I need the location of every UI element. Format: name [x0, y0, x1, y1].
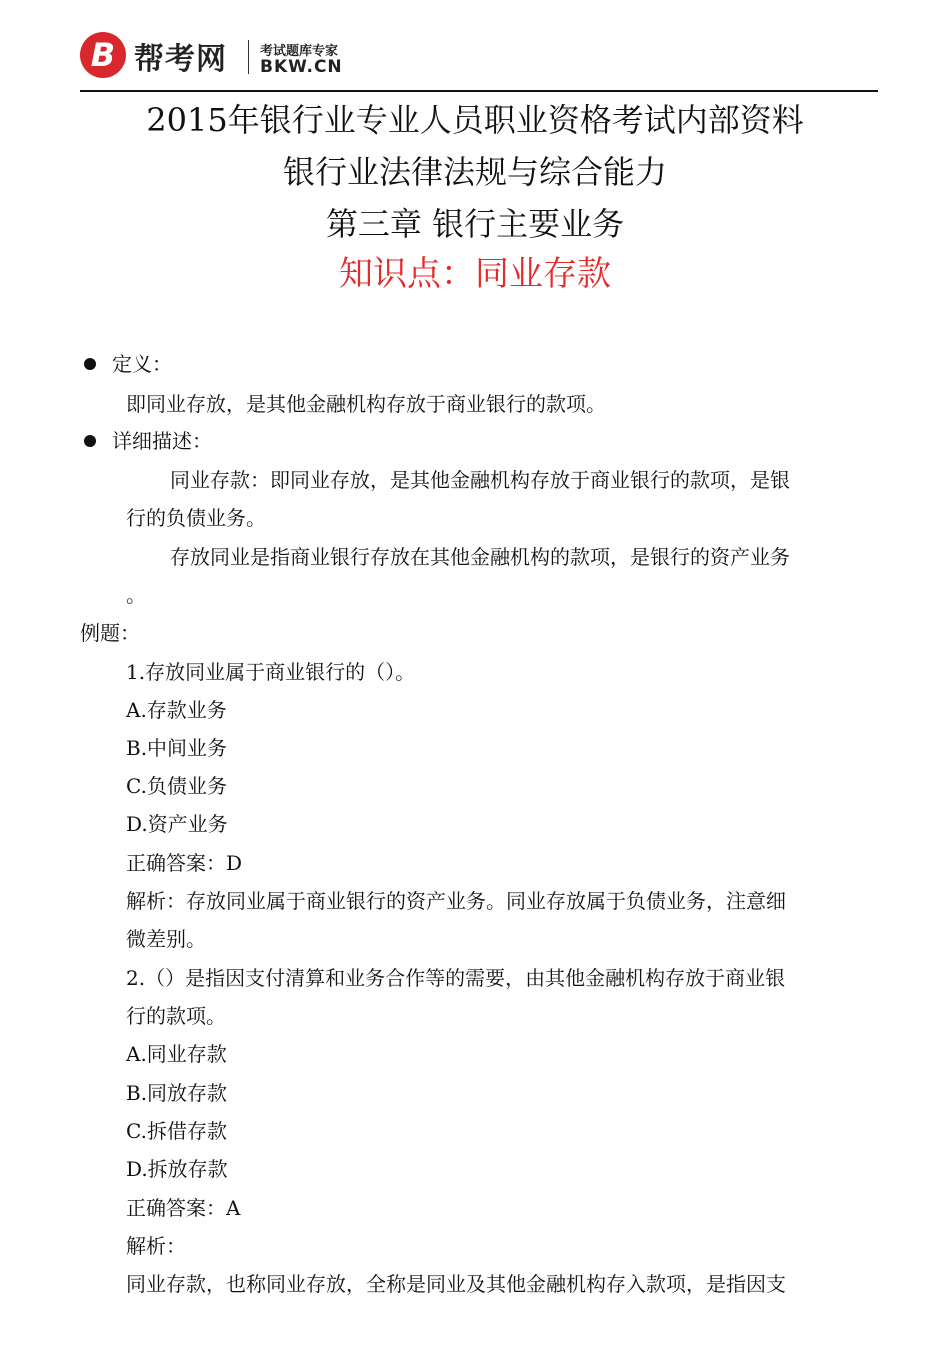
analysis-text: 同业存款，也称同业存放，全称是同业及其他金融机构存入款项，是指因支: [126, 1272, 786, 1296]
option-b: B.同放存款: [126, 1081, 228, 1105]
bullet-icon: [84, 358, 96, 370]
definition-text: 即同业存放，是其他金融机构存放于商业银行的款项。: [126, 392, 606, 416]
definition-label: 定义：: [112, 352, 172, 376]
question-stem: 1.存放同业属于商业银行的（）。: [126, 660, 416, 684]
analysis-text: 解析：存放同业属于商业银行的资产业务。同业存放属于负债业务，注意细: [126, 889, 786, 913]
analysis-text: 微差别。: [126, 927, 206, 951]
chapter-title: 第三章 银行主要业务: [325, 205, 625, 243]
logo-divider: [248, 40, 249, 74]
detail-paragraph: 行的负债业务。: [126, 506, 266, 530]
logo-url: BKW.CN: [260, 57, 343, 77]
option-a: A.存款业务: [126, 698, 227, 722]
option-d: D.资产业务: [126, 812, 228, 836]
logo-letter: B: [90, 36, 116, 74]
option-c: C.拆借存款: [126, 1119, 227, 1143]
correct-answer: 正确答案：D: [126, 851, 243, 875]
option-c: C.负债业务: [126, 774, 227, 798]
doc-title: 2015年银行业专业人员职业资格考试内部资料: [146, 101, 804, 139]
detail-paragraph: 存放同业是指商业银行存放在其他金融机构的款项，是银行的资产业务: [170, 545, 790, 569]
detail-paragraph: 。: [126, 583, 146, 607]
detail-label: 详细描述：: [112, 429, 212, 453]
header-divider: [80, 90, 878, 92]
subject-title: 银行业法律法规与综合能力: [282, 153, 667, 191]
analysis-label: 解析：: [126, 1234, 186, 1258]
question-stem: 2.（）是指因支付清算和业务合作等的需要，由其他金融机构存放于商业银: [126, 966, 786, 990]
logo-name: 帮考网: [134, 42, 227, 77]
bullet-icon: [84, 435, 96, 447]
logo-icon: [80, 32, 126, 78]
option-d: D.拆放存款: [126, 1157, 228, 1181]
question-stem: 行的款项。: [126, 1004, 226, 1028]
option-b: B.中间业务: [126, 736, 228, 760]
examples-label: 例题：: [80, 621, 140, 645]
site-header: [78, 28, 878, 92]
topic-title: 知识点：同业存款: [339, 254, 611, 294]
correct-answer: 正确答案：A: [126, 1196, 241, 1220]
logo-tagline: 考试题库专家: [260, 44, 339, 59]
option-a: A.同业存款: [126, 1042, 227, 1066]
detail-paragraph: 同业存款：即同业存放，是其他金融机构存放于商业银行的款项，是银: [170, 468, 790, 492]
